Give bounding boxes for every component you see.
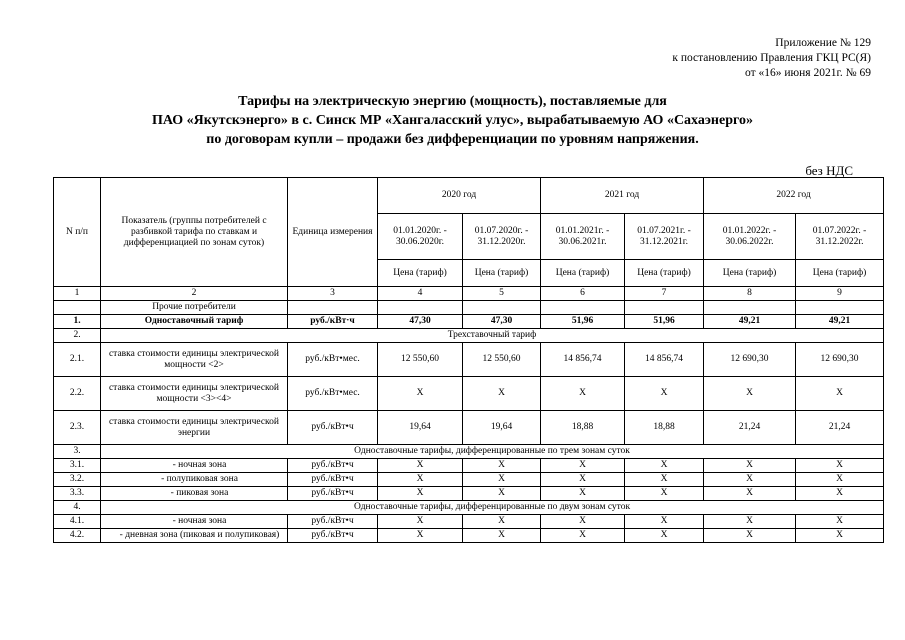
- row-section-name: Одноставочные тарифы, дифференцированные по трем зонам суток: [101, 445, 884, 459]
- title-line-1: Тарифы на электрическую энергию (мощность), поставляемые для: [238, 94, 667, 109]
- header-year-2022: 2022 год: [704, 178, 884, 214]
- row-indicator-name: ставка стоимости единицы электрической мощности <3><4>: [101, 377, 288, 411]
- tariff-value: 47,30: [463, 315, 541, 329]
- table-row: [54, 301, 884, 315]
- row-unit: руб./кВт•ч: [288, 487, 378, 501]
- empty-cell: [463, 301, 541, 315]
- row-unit: руб./кВт•ч: [288, 515, 378, 529]
- tariff-value: X: [704, 515, 796, 529]
- tariff-value: 14 856,74: [541, 343, 625, 377]
- tariff-value: X: [463, 487, 541, 501]
- row-section-name: Одноставочные тарифы, дифференцированные по двум зонам суток: [101, 501, 884, 515]
- header-price: Цена (тариф): [704, 260, 796, 287]
- empty-cell: [704, 301, 796, 315]
- row-number: 3.: [54, 445, 101, 459]
- header-price: Цена (тариф): [541, 260, 625, 287]
- tariff-value: X: [378, 377, 463, 411]
- appendix-note: [672, 36, 871, 81]
- appendix-line-1: Приложение № 129: [775, 37, 871, 49]
- tariff-value: 12 690,30: [704, 343, 796, 377]
- row-indicator-name: ставка стоимости единицы электрической мощности <2>: [101, 343, 288, 377]
- tariff-value: 19,64: [378, 411, 463, 445]
- tariff-value: X: [463, 473, 541, 487]
- header-period: 01.01.2020г. - 30.06.2020г.: [378, 214, 463, 260]
- row-section-name: Трехставочный тариф: [101, 329, 884, 343]
- tariff-value: X: [541, 377, 625, 411]
- table-row: [54, 343, 884, 377]
- table-row: [54, 377, 884, 411]
- tariff-value: X: [541, 459, 625, 473]
- header-year-2020: 2020 год: [378, 178, 541, 214]
- tariff-value: X: [541, 487, 625, 501]
- row-unit: руб./кВт·ч: [288, 315, 378, 329]
- document-title: [0, 92, 905, 149]
- tariff-value: 12 550,60: [463, 343, 541, 377]
- row-number: 3.2.: [54, 473, 101, 487]
- empty-cell: [378, 301, 463, 315]
- row-unit: руб./кВт•мес.: [288, 343, 378, 377]
- row-indicator-name: - дневная зона (пиковая и полупиковая): [101, 529, 288, 543]
- header-indicator: Показатель (группы потребителей с разбивкой тарифа по ставкам и дифференциацией по зонам суток): [101, 178, 288, 287]
- table-row: [54, 473, 884, 487]
- row-unit: руб./кВт•мес.: [288, 377, 378, 411]
- appendix-line-2: к постановлению Правления ГКЦ РС(Я): [672, 52, 871, 64]
- tariff-value: 12 550,60: [378, 343, 463, 377]
- row-number: 1.: [54, 315, 101, 329]
- column-number: 9: [796, 287, 884, 301]
- tariff-value: 51,96: [541, 315, 625, 329]
- tariff-value: X: [704, 473, 796, 487]
- tariff-value: X: [463, 515, 541, 529]
- tariff-value: X: [378, 459, 463, 473]
- header-num: N п/п: [54, 178, 101, 287]
- tariff-value: X: [625, 487, 704, 501]
- header-price: Цена (тариф): [463, 260, 541, 287]
- tariff-value: X: [463, 377, 541, 411]
- tariff-value: X: [463, 459, 541, 473]
- row-unit: руб./кВт•ч: [288, 411, 378, 445]
- empty-cell: [796, 301, 884, 315]
- row-unit: руб./кВт•ч: [288, 529, 378, 543]
- tariff-value: X: [378, 473, 463, 487]
- row-indicator-name: Прочие потребители: [101, 301, 288, 315]
- row-indicator-name: - пиковая зона: [101, 487, 288, 501]
- tariff-value: X: [796, 515, 884, 529]
- header-period: 01.07.2020г. - 31.12.2020г.: [463, 214, 541, 260]
- tariff-value: 18,88: [625, 411, 704, 445]
- tariff-value: X: [625, 473, 704, 487]
- tariff-table: [53, 177, 884, 543]
- tariff-value: X: [704, 529, 796, 543]
- row-number: [54, 301, 101, 315]
- tariff-value: 49,21: [704, 315, 796, 329]
- header-period: 01.07.2021г. - 31.12.2021г.: [625, 214, 704, 260]
- row-number: 4.2.: [54, 529, 101, 543]
- header-year-2021: 2021 год: [541, 178, 704, 214]
- tariff-value: X: [796, 459, 884, 473]
- table-body: [54, 301, 884, 543]
- column-number: 6: [541, 287, 625, 301]
- title-line-2: ПАО «Якутскэнерго» в с. Синск МР «Хангаласский улус», вырабатываемую АО «Сахаэнерго»: [151, 113, 753, 128]
- row-number: 3.3.: [54, 487, 101, 501]
- row-number: 2.2.: [54, 377, 101, 411]
- row-indicator-name: - ночная зона: [101, 515, 288, 529]
- header-period: 01.01.2021г. - 30.06.2021г.: [541, 214, 625, 260]
- row-number: 3.1.: [54, 459, 101, 473]
- row-number: 2.1.: [54, 343, 101, 377]
- tariff-value: X: [541, 473, 625, 487]
- header-unit: Единица измерения: [288, 178, 378, 287]
- tariff-value: X: [704, 377, 796, 411]
- table-row: [54, 445, 884, 459]
- column-number: 3: [288, 287, 378, 301]
- tariff-value: 49,21: [796, 315, 884, 329]
- table-row: [54, 411, 884, 445]
- tariff-value: 21,24: [704, 411, 796, 445]
- row-indicator-name: ставка стоимости единицы электрической энергии: [101, 411, 288, 445]
- column-number: 2: [101, 287, 288, 301]
- row-number: 4.1.: [54, 515, 101, 529]
- tariff-value: X: [463, 529, 541, 543]
- row-number: 2.: [54, 329, 101, 343]
- table-row: [54, 529, 884, 543]
- tariff-value: X: [541, 529, 625, 543]
- tariff-value: 51,96: [625, 315, 704, 329]
- column-number: 5: [463, 287, 541, 301]
- tariff-value: 21,24: [796, 411, 884, 445]
- empty-cell: [288, 301, 378, 315]
- title-line-3: по договорам купли – продажи без дифференциации по уровням напряжения.: [206, 132, 699, 147]
- tariff-value: X: [625, 515, 704, 529]
- table-row: [54, 459, 884, 473]
- tariff-value: X: [625, 529, 704, 543]
- tariff-value: X: [378, 515, 463, 529]
- tariff-value: 12 690,30: [796, 343, 884, 377]
- row-unit: руб./кВт•ч: [288, 473, 378, 487]
- header-price: Цена (тариф): [378, 260, 463, 287]
- tariff-value: 19,64: [463, 411, 541, 445]
- column-number: 7: [625, 287, 704, 301]
- tariff-value: X: [796, 529, 884, 543]
- empty-cell: [625, 301, 704, 315]
- table-row: [54, 315, 884, 329]
- row-indicator-name: - ночная зона: [101, 459, 288, 473]
- tariff-value: X: [625, 377, 704, 411]
- tariff-value: X: [541, 515, 625, 529]
- row-number: 2.3.: [54, 411, 101, 445]
- table-row: [54, 487, 884, 501]
- table-row: [54, 329, 884, 343]
- tariff-value: X: [704, 459, 796, 473]
- tariff-value: X: [796, 487, 884, 501]
- header-period: 01.07.2022г. - 31.12.2022г.: [796, 214, 884, 260]
- vat-note: без НДС: [805, 163, 853, 178]
- column-number: 8: [704, 287, 796, 301]
- row-indicator-name: - полупиковая зона: [101, 473, 288, 487]
- row-number: 4.: [54, 501, 101, 515]
- row-unit: руб./кВт•ч: [288, 459, 378, 473]
- header-period: 01.01.2022г. - 30.06.2022г.: [704, 214, 796, 260]
- tariff-value: X: [625, 459, 704, 473]
- row-indicator-name: Одноставочный тариф: [101, 315, 288, 329]
- tariff-value: 14 856,74: [625, 343, 704, 377]
- appendix-line-3: от «16» июня 2021г. № 69: [745, 67, 871, 79]
- tariff-value: X: [378, 529, 463, 543]
- column-number: 1: [54, 287, 101, 301]
- tariff-value: 47,30: [378, 315, 463, 329]
- tariff-value: 18,88: [541, 411, 625, 445]
- tariff-value: X: [378, 487, 463, 501]
- column-number: 4: [378, 287, 463, 301]
- empty-cell: [541, 301, 625, 315]
- tariff-value: X: [796, 377, 884, 411]
- tariff-value: X: [704, 487, 796, 501]
- table-row: [54, 515, 884, 529]
- header-price: Цена (тариф): [625, 260, 704, 287]
- header-price: Цена (тариф): [796, 260, 884, 287]
- table-row: [54, 501, 884, 515]
- tariff-value: X: [796, 473, 884, 487]
